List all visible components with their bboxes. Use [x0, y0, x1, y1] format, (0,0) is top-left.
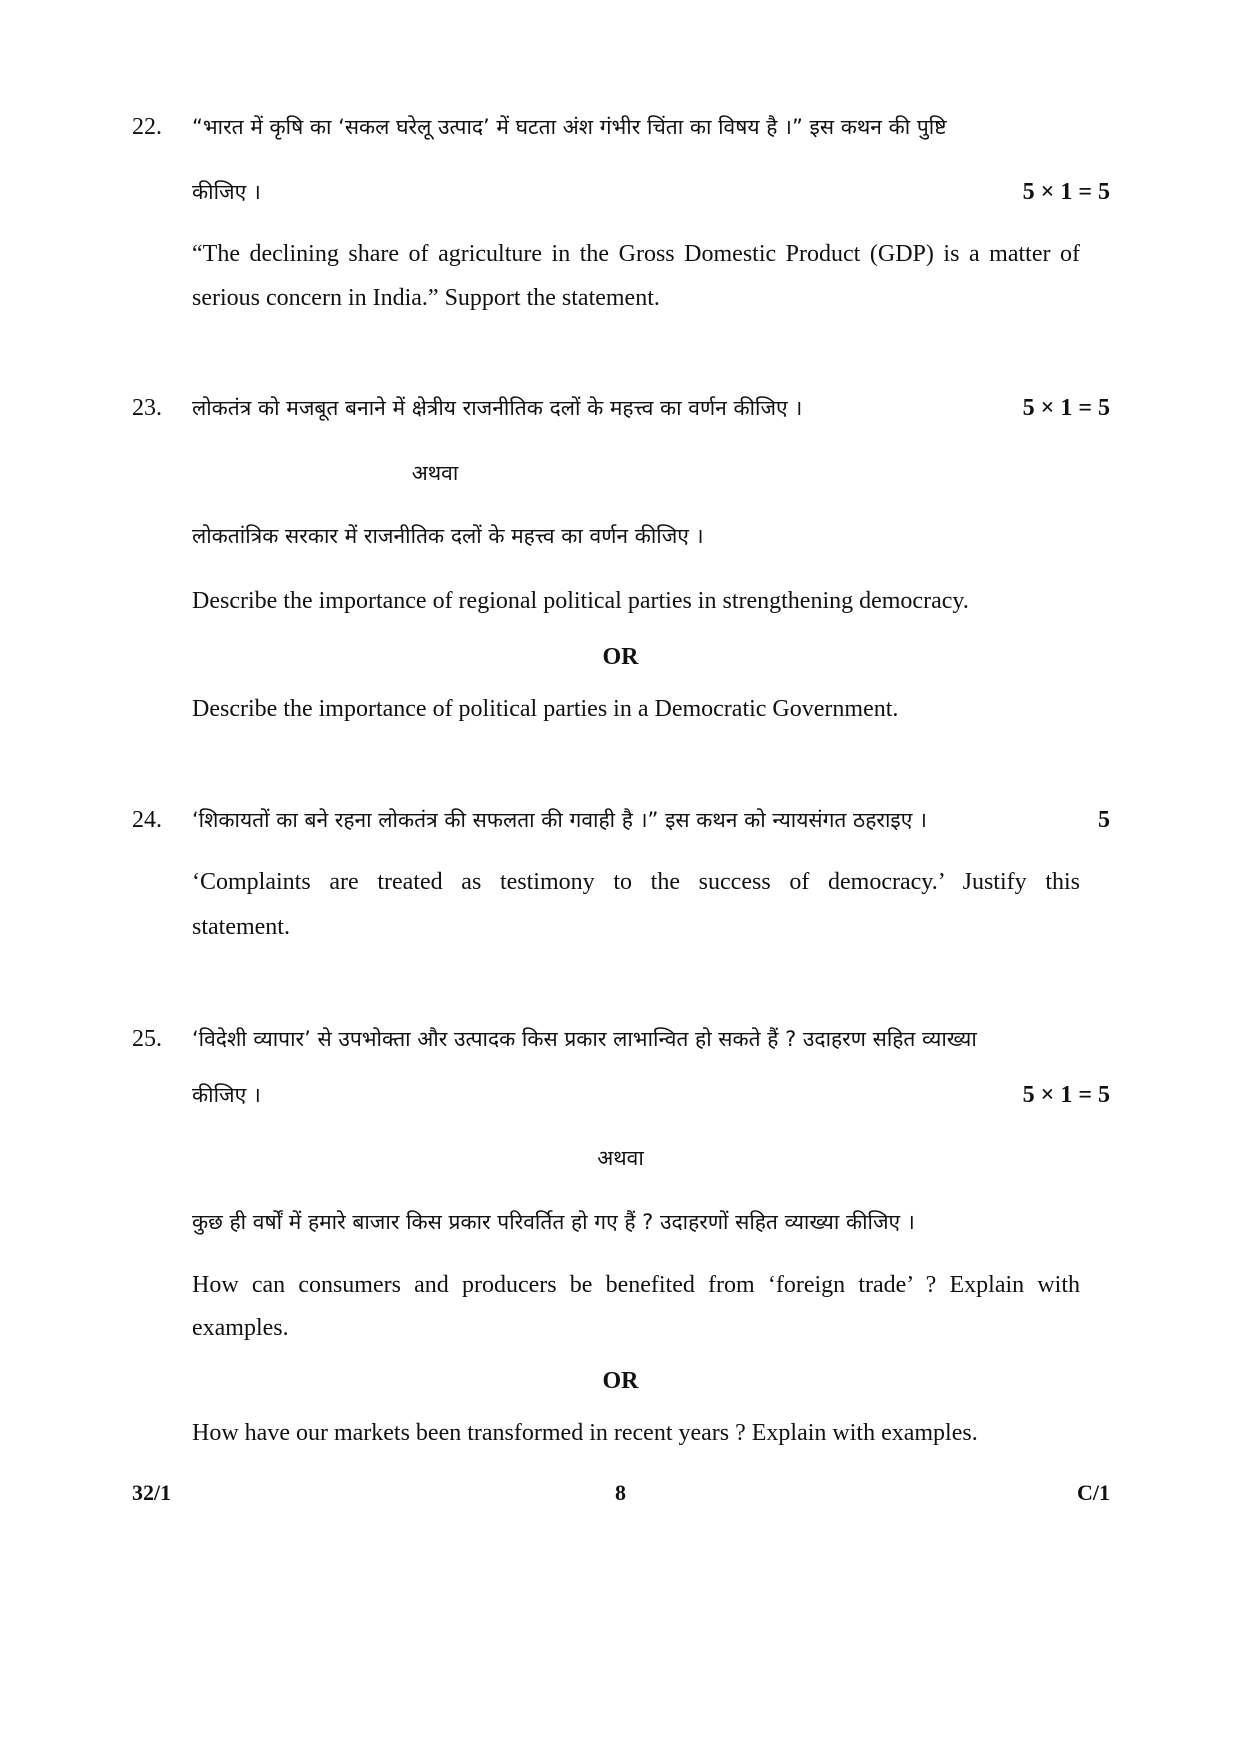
or-divider-english: OR	[602, 1368, 639, 1394]
paper-set: C/1	[1077, 1480, 1110, 1505]
question-hindi-alt: लोकतांत्रिक सरकार में राजनीतिक दलों के महत्त्व का वर्णन कीजिए ।	[192, 524, 704, 548]
question-english-line: statement.	[192, 914, 290, 940]
question-english-alt: How have our markets been transformed in recent years ? Explain with examples.	[192, 1420, 978, 1446]
question-hindi-line: कीजिए ।	[192, 180, 261, 204]
question-english-line: examples.	[192, 1315, 289, 1341]
question-marks: 5 × 1 = 5	[1022, 179, 1110, 205]
question-number: 24.	[132, 807, 162, 833]
or-divider-english: OR	[602, 644, 639, 670]
question-hindi-alt: कुछ ही वर्षों में हमारे बाजार किस प्रकार परिवर्तित हो गए हैं ? उदाहरणों सहित व्याख्या कीजिए ।	[192, 1210, 915, 1234]
question-english-line: Describe the importance of regional political parties in strengthening democracy.	[192, 588, 969, 614]
or-divider-hindi: अथवा	[411, 461, 459, 485]
question-english-line: ‘Complaints are treated as testimony to the success of democracy.’ Justify this	[192, 869, 1080, 895]
question-hindi-line: “भारत में कृषि का ‘सकल घरेलू उत्पाद’ में घटता अंश गंभीर चिंता का विषय है ।” इस कथन की पुष्टि	[192, 115, 947, 139]
question-english-line: serious concern in India.” Support the statement.	[192, 285, 660, 311]
question-english-alt: Describe the importance of political parties in a Democratic Government.	[192, 696, 899, 722]
question-marks: 5 × 1 = 5	[1022, 395, 1110, 421]
question-marks: 5 × 1 = 5	[1022, 1082, 1110, 1108]
question-marks: 5	[1098, 807, 1110, 833]
question-english-line: How can consumers and producers be benefited from ‘foreign trade’ ? Explain with	[192, 1272, 1080, 1298]
question-number: 22.	[132, 114, 162, 140]
question-hindi-line: कीजिए ।	[192, 1083, 261, 1107]
question-number: 23.	[132, 395, 162, 421]
question-english-line: “The declining share of agriculture in the Gross Domestic Product (GDP) is a matter of	[192, 241, 1080, 267]
question-hindi-line: ‘शिकायतों का बने रहना लोकतंत्र की सफलता की गवाही है ।” इस कथन को न्यायसंगत ठहराइए ।	[192, 808, 927, 832]
paper-code: 32/1	[132, 1480, 172, 1505]
question-number: 25.	[132, 1026, 162, 1052]
question-hindi-line: लोकतंत्र को मजबूत बनाने में क्षेत्रीय राजनीतिक दलों के महत्त्व का वर्णन कीजिए ।	[192, 396, 803, 420]
page-number: 8	[615, 1480, 626, 1505]
question-hindi-line: ‘विदेशी व्यापार’ से उपभोक्ता और उत्पादक किस प्रकार लाभान्वित हो सकते हैं ? उदाहरण सहित व्याख्या	[192, 1027, 977, 1051]
or-divider-hindi: अथवा	[597, 1146, 644, 1170]
